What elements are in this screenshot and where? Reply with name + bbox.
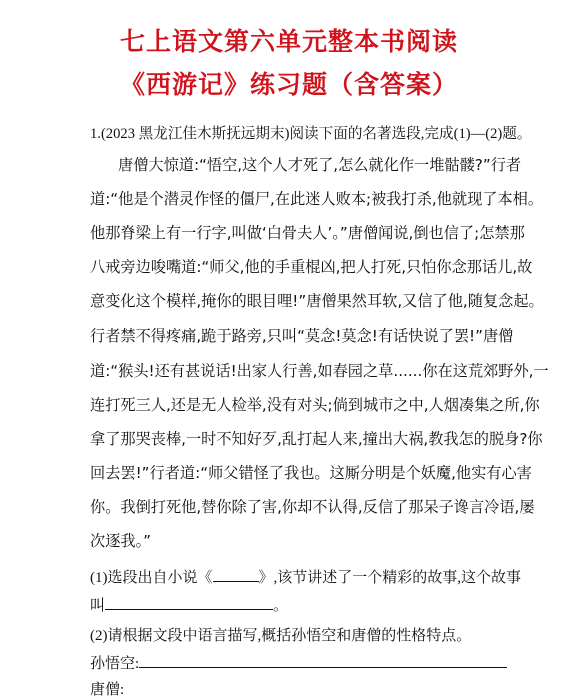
passage-line: 唐僧大惊道:“悟空,这个人才死了,怎么就化作一堆骷髅?”行者	[118, 156, 522, 174]
question-intro: 1.(2023 黑龙江佳木斯抚远期末)阅读下面的名著选段,完成(1)—(2)题。	[90, 126, 532, 142]
sun-wukong-label: 孙悟空:	[90, 656, 140, 672]
passage-line: 你。我倒打死他,替你除了害,你却不认得,反信了那呆子谗言冷语,屡	[90, 498, 535, 516]
passage-line: 回去罢!”行者道:“师父错怪了我也。这厮分明是个妖魔,他实有心害	[90, 464, 532, 482]
tang-seng-label: 唐僧:	[90, 682, 125, 698]
passage-line: 他那脊梁上有一行字,叫做‘白骨夫人’。”唐僧闻说,倒也信了;怎禁那	[90, 224, 525, 242]
passage-line: 拿了那哭丧棒,一时不知好歹,乱打起人来,撞出大祸,教我怎的脱身?你	[90, 430, 543, 448]
book-title-blank[interactable]	[213, 567, 259, 582]
story-name-blank[interactable]	[105, 595, 273, 610]
question-1-label: 叫	[90, 598, 106, 614]
passage-line: 连打死三人,还是无人检举,没有对头;倘到城市之中,人烟凑集之所,你	[90, 396, 540, 414]
document-title: 七上语文第六单元整本书阅读	[119, 27, 458, 56]
sun-wukong-answer-blank[interactable]	[139, 653, 507, 668]
answer-tang-seng	[90, 678, 124, 699]
passage-line: 道:“他是个潜灵作怪的僵尸,在此迷人败本;被我打杀,他就现了本相。	[90, 190, 544, 208]
document-subtitle: 《西游记》练习题（含答案）	[119, 70, 458, 99]
question-1-line-2	[90, 594, 288, 615]
passage-line: 八戒旁边唆嘴道:“师父,他的手重棍凶,把人打死,只怕你念那话儿,故	[90, 258, 533, 276]
question-1-text-b: 》,该节讲述了一个精彩的故事,这个故事	[258, 570, 522, 586]
passage-line: 行者禁不得疼痛,跪于路旁,只叫“莫念!莫念!有话快说了罢!”唐僧	[90, 327, 514, 345]
passage-line: 道:“猴头!还有甚说话!出家人行善,如春园之草......你在这荒郊野外,一	[90, 362, 549, 380]
question-2-text: (2)请根据文段中语言描写,概括孙悟空和唐僧的性格特点。	[90, 628, 472, 644]
question-1-line-1	[90, 566, 521, 587]
answer-sun-wukong	[90, 652, 507, 673]
passage-line: 意变化这个模样,掩你的眼目哩!”唐僧果然耳软,又信了他,随复念起。	[90, 292, 544, 310]
question-1-text-a: (1)选段出自小说《	[90, 570, 213, 586]
passage-line: 次逐我。”	[90, 532, 152, 550]
question-1-period: 。	[273, 598, 289, 614]
